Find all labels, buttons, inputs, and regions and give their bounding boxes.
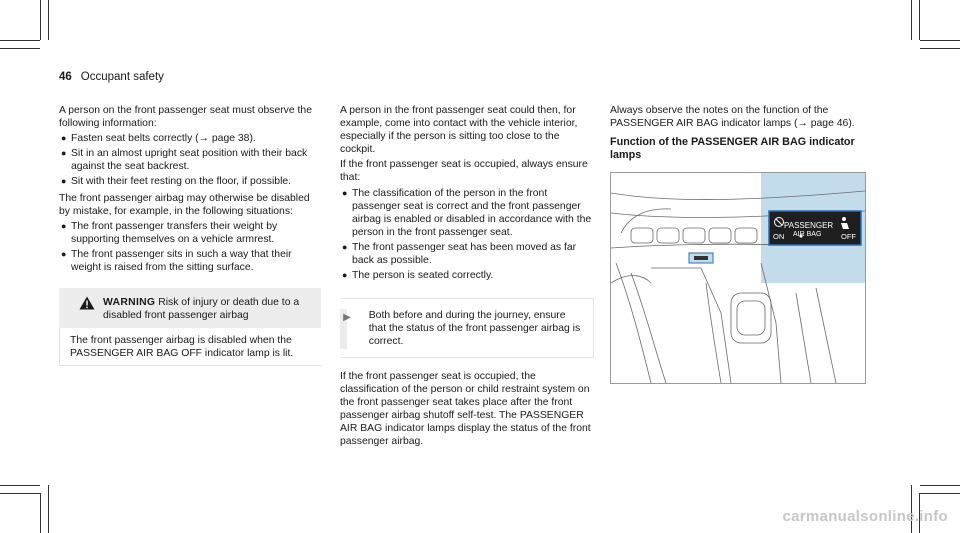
intro-paragraph: A person on the front passenger seat must observe the following information: bbox=[59, 105, 312, 130]
crop-mark bbox=[0, 40, 40, 41]
crop-mark bbox=[920, 40, 960, 41]
crop-mark bbox=[920, 493, 960, 494]
note-text: Both before and during the journey, ensure that the status of the front passenger airbag is correct. bbox=[368, 310, 581, 348]
cockpit-illustration bbox=[611, 173, 865, 383]
list-item-text: The front passenger transfers their weight by supporting themselves on a vehicle armrest. bbox=[71, 220, 278, 245]
crop-mark bbox=[48, 485, 49, 533]
warning-header bbox=[59, 288, 321, 328]
column-left bbox=[59, 104, 321, 366]
occupied-paragraph: If the front passenger seat is occupied, always ensure that: bbox=[340, 159, 588, 184]
warning-body: The front passenger airbag is disabled when the PASSENGER AIR BAG OFF indicator lamp is lit. bbox=[59, 328, 321, 365]
page-number: 46 bbox=[59, 71, 72, 83]
page-header bbox=[59, 71, 164, 83]
panel-label-on: ON bbox=[773, 232, 785, 242]
panel-label-off: OFF bbox=[841, 232, 856, 242]
ensure-list bbox=[340, 187, 594, 283]
section-title: Occupant safety bbox=[80, 71, 164, 83]
note-box bbox=[340, 298, 594, 357]
classification-paragraph: If the front passenger seat is occupied, the classification of the person or child restraint system on the front passenger seat takes place after the front passenger airbag shutoff self-test. The PASSENGER AIR BAG indicator lamps display the status of the front passenger airbag. bbox=[340, 370, 591, 447]
list-item bbox=[59, 175, 321, 188]
list-item-text: The front passenger seat has been moved as far back as possible. bbox=[352, 241, 577, 267]
list-item bbox=[340, 269, 594, 282]
list-item bbox=[59, 132, 321, 145]
child-seat-symbol-icon bbox=[842, 217, 846, 221]
warning-head-text: Risk of injury or death due to a disabled front passenger airbag bbox=[103, 297, 300, 322]
list-item-text: Sit with their feet resting on the floor, if possible. bbox=[71, 176, 292, 188]
crop-mark bbox=[920, 485, 960, 486]
notes-paragraph: Always observe the notes on the function of the PASSENGER AIR BAG indicator lamps (→ page 46). bbox=[610, 105, 855, 130]
bullet-icon: ● bbox=[342, 187, 348, 198]
bullet-icon: ● bbox=[61, 148, 67, 159]
bullet-icon: ● bbox=[61, 133, 67, 144]
play-arrow-icon: ▶ bbox=[343, 312, 351, 324]
list-item-text: The front passenger sits in such a way that their weight is raised from the sitting surface. bbox=[71, 248, 292, 274]
list-item bbox=[59, 220, 321, 246]
crop-mark bbox=[911, 0, 912, 40]
list-item-text: The person is seated correctly. bbox=[352, 270, 494, 282]
crop-mark bbox=[919, 0, 920, 40]
watermark: carmanualsonline.info bbox=[782, 508, 948, 525]
list-item bbox=[59, 147, 321, 173]
crop-mark bbox=[48, 0, 49, 40]
bullet-icon: ● bbox=[342, 241, 348, 252]
bullet-icon: ● bbox=[61, 176, 67, 187]
bullet-icon: ● bbox=[61, 248, 67, 259]
crop-mark bbox=[40, 493, 41, 533]
warning-title: WARNING bbox=[103, 297, 156, 309]
column-right bbox=[610, 104, 866, 384]
bullet-icon: ● bbox=[342, 270, 348, 281]
crop-mark bbox=[0, 485, 40, 486]
situations-list bbox=[59, 220, 321, 274]
contact-paragraph: A person in the front passenger seat could then, for example, come into contact with the vehicle interior, especially if the person is sitting too close to the cockpit. bbox=[340, 105, 578, 156]
warning-box bbox=[59, 288, 321, 365]
list-item-text: Fasten seat belts correctly (→ page 38). bbox=[71, 133, 256, 145]
list-item-text: Sit in an almost upright seat position with their back against the seat backrest. bbox=[71, 148, 308, 173]
crop-mark bbox=[0, 48, 40, 49]
warning-triangle-icon bbox=[79, 296, 95, 310]
list-item bbox=[340, 187, 594, 239]
seating-list bbox=[59, 132, 321, 188]
section-subheading: Function of the PASSENGER AIR BAG indicator lamps bbox=[610, 136, 855, 162]
bullet-icon: ● bbox=[61, 220, 67, 231]
note-bar bbox=[340, 309, 351, 348]
panel-label-airbag: AIR BAG bbox=[793, 231, 822, 239]
panel-label-passenger: PASSENGER bbox=[784, 221, 834, 231]
crop-mark bbox=[920, 48, 960, 49]
column-middle bbox=[340, 104, 594, 450]
crop-mark bbox=[0, 493, 40, 494]
list-item-text: The classification of the person in the front passenger seat is correct and the front passenger airbag is enabled or disabled in accordance with the person in the front passenger seat. bbox=[352, 187, 592, 238]
list-item bbox=[59, 248, 321, 274]
crop-mark bbox=[40, 0, 41, 40]
situations-paragraph: The front passenger airbag may otherwise be disabled by mistake, for example, in the following situations: bbox=[59, 192, 310, 217]
indicator-lamp-figure bbox=[610, 172, 866, 384]
list-item bbox=[340, 241, 594, 267]
